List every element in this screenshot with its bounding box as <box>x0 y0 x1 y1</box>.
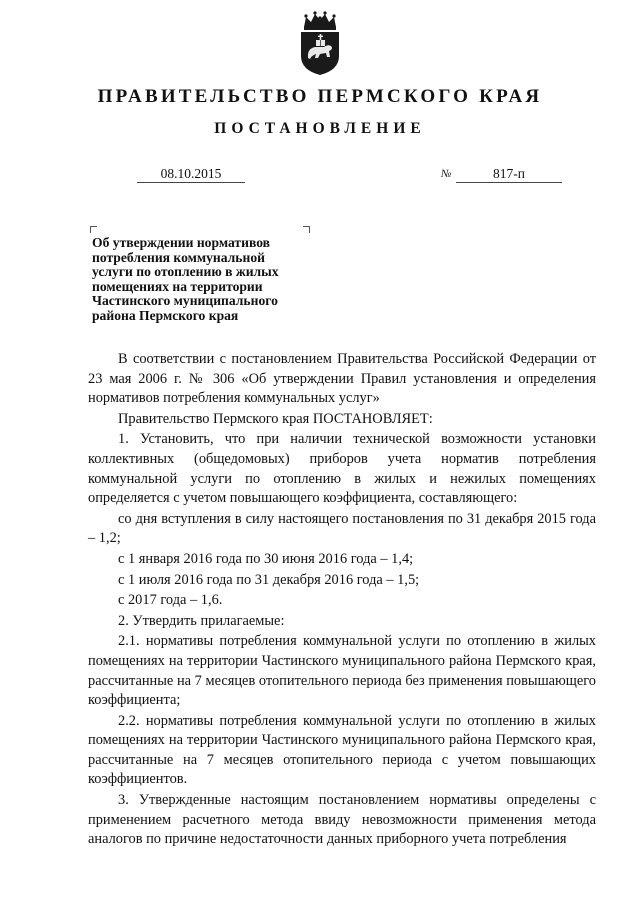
document-date: 08.10.2015 <box>137 166 245 183</box>
body-paragraph-item-2: 2. Утвердить прилагаемые: <box>118 612 285 629</box>
perm-krai-coat-of-arms-icon <box>294 10 346 76</box>
number-sign: № <box>441 168 452 180</box>
subject-line: услуги по отоплению в жилых <box>92 264 279 280</box>
body-paragraph-coefficient-2015: со дня вступления в силу настоящего постановления по 31 декабря 2015 года – 1,2; <box>88 510 596 547</box>
body-paragraph-preamble: В соответствии с постановлением Правительства Российской Федерации от 23 мая 2006 г. № 306 «Об утверждении Правил установления и определения нормативов потребления коммунальных услуг» <box>88 351 596 407</box>
body-paragraph-coefficient-2016-h1: с 1 января 2016 года по 30 июня 2016 года – 1,4; <box>118 550 414 567</box>
document-subject <box>92 236 312 324</box>
subject-corner-mark-left <box>90 226 97 233</box>
subject-corner-mark-right <box>303 226 310 233</box>
body-paragraph-resolves: Правительство Пермского края ПОСТАНОВЛЯЕТ: <box>118 410 433 427</box>
body-paragraph-coefficient-2017: с 2017 года – 1,6. <box>118 592 223 609</box>
body-paragraph-coefficient-2016-h2: с 1 июля 2016 года по 31 декабря 2016 года – 1,5; <box>118 571 420 588</box>
government-title: ПРАВИТЕЛЬСТВО ПЕРМСКОГО КРАЯ <box>97 86 543 107</box>
subject-line: Об утверждении нормативов <box>92 235 270 250</box>
body-paragraph-item-1: 1. Установить, что при наличии технической возможности установки коллективных (общедомовых) приборов учета норматив потребления коммунальной услуги по отоплению в жилых и нежилых помещениях определяется с учетом повышающего коэффициента, составляющего: <box>88 431 596 507</box>
document-number: 817-п <box>456 166 562 183</box>
document-type-title: ПОСТАНОВЛЕНИЕ <box>214 120 426 137</box>
document-body <box>88 350 596 850</box>
subject-line: Частинского муниципального <box>92 293 278 309</box>
subject-line: помещениях на территории <box>92 278 263 294</box>
body-paragraph-item-3: 3. Утвержденные настоящим постановлением нормативы определены с применением расчетного метода ввиду невозможности применения метода аналогов по причине недостаточности данных приборного учета потребления <box>88 792 596 848</box>
body-paragraph-item-2-1: 2.1. нормативы потребления коммунальной услуги по отоплению в жилых помещениях на территории Частинского муниципального района Пермского края, рассчитанные на 7 месяцев отопительного периода без применения повышающего коэффициента; <box>88 633 596 709</box>
body-paragraph-item-2-2: 2.2. нормативы потребления коммунальной услуги по отоплению в жилых помещениях на территории Частинского муниципального района Пермского края, рассчитанные на 7 месяцев отопительного периода с учетом повышающих коэффициентов. <box>88 712 596 788</box>
subject-line: потребления коммунальной <box>92 249 265 265</box>
subject-line: района Пермского края <box>92 307 239 323</box>
